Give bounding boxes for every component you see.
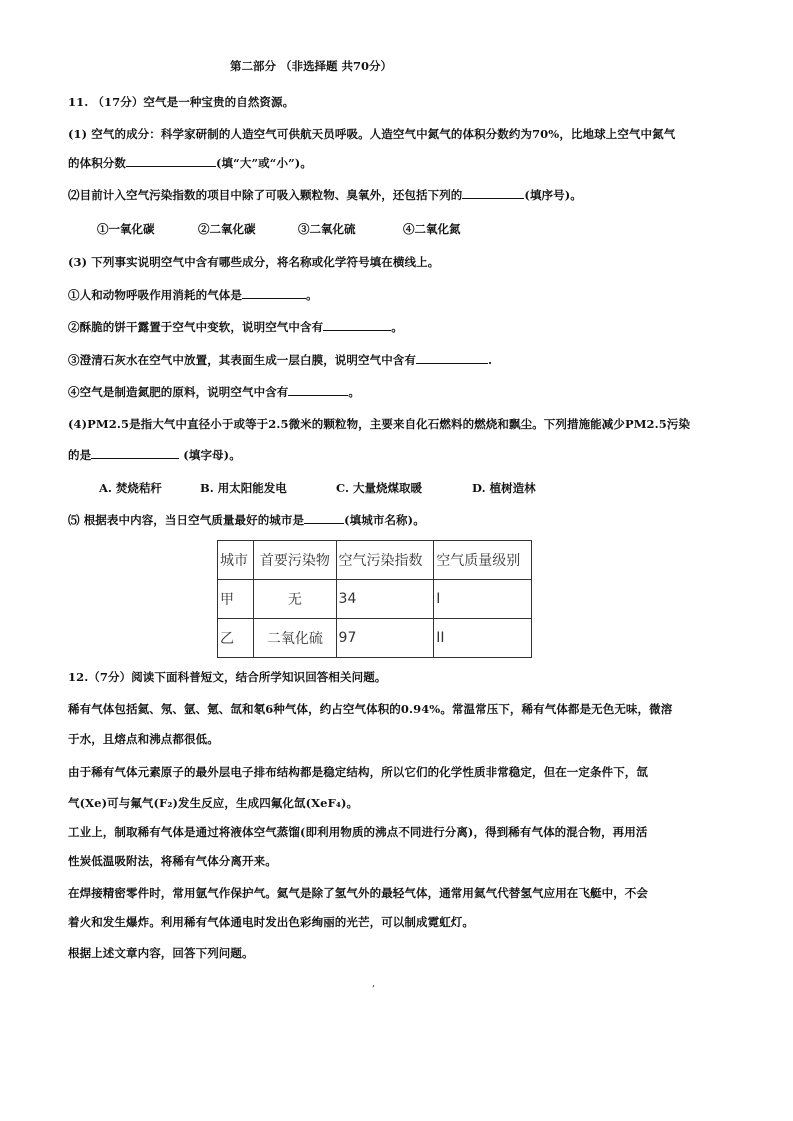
q12-para3-line2: 性炭低温吸附法，将稀有气体分离开来。: [68, 854, 277, 868]
q11-p5-text: ⑸ 根据表中内容，当日空气质量最好的城市是: [68, 513, 305, 527]
table-header-cell: 首要污染物: [254, 541, 336, 580]
table-cell: I: [434, 580, 532, 619]
q12-closing: 根据上述文章内容，回答下列问题。: [68, 946, 254, 960]
q11-p5-end: (填城市名称)。: [344, 513, 425, 527]
table-cell: 34: [336, 580, 434, 619]
table-cell: 97: [336, 619, 434, 658]
table-cell: 无: [254, 580, 336, 619]
option-no2: ④二氧化氮: [403, 222, 461, 236]
q12-para4-line1: 在焊接精密零件时，常用氩气作保护气。氦气是除了氢气外的最轻气体，通常用氦气代替氢气应用在飞艇中，不会: [68, 886, 648, 900]
q11-p1-line2: [68, 154, 743, 171]
q11-p3-d: [68, 383, 743, 400]
q12-para1-line2: 于水，且熔点和沸点都很低。: [68, 732, 219, 746]
answer-blank-6[interactable]: [288, 383, 348, 396]
q11-p3-b-end: 。: [391, 320, 403, 334]
footer-mark: ,: [372, 978, 376, 989]
q11-p4-line2-end: (填字母)。: [179, 448, 241, 462]
q11-p3-intro: (3) 下列事实说明空气中含有哪些成分，将名称或化学符号填在横线上。: [68, 255, 440, 269]
q11-p4-options: [0, 480, 793, 496]
q11-p3-b-text: ②酥脆的饼干露置于空气中变软，说明空气中含有: [68, 320, 324, 334]
q11-p1-line2-pre: 的体积分数: [68, 156, 126, 170]
air-quality-table: [217, 540, 532, 658]
q11-p2-options: [0, 221, 793, 237]
q12-para3-line1: 工业上，制取稀有气体是通过将液体空气蒸馏(即利用物质的沸点不同进行分离)，得到稀有气体的混合物，再用活: [68, 825, 648, 839]
option-co: ①一氧化碳: [97, 222, 155, 236]
table-cell: 二氧化硫: [254, 619, 336, 658]
table-row: [218, 619, 532, 658]
answer-blank-2[interactable]: [462, 186, 524, 199]
q11-p2-post: (填序号)。: [524, 188, 582, 202]
table-header-cell: 城市: [218, 541, 254, 580]
table-cell: 乙: [218, 619, 254, 658]
q11-header: 11. （17分）空气是一种宝贵的自然资源。: [68, 95, 295, 109]
option-b: B. 用太阳能发电: [200, 481, 287, 495]
q11-p4-line1: (4)PM2.5是指大气中直径小于或等于2.5微米的颗粒物，主要来自化石燃料的燃烧和飘尘。下列措施能减少PM2.5污染: [68, 417, 691, 431]
option-a: A. 焚烧秸秆: [99, 481, 162, 495]
section-title: 第二部分 （非选择题 共70分）: [230, 59, 393, 73]
q11-p3-a-text: ①人和动物呼吸作用消耗的气体是: [68, 288, 242, 302]
q11-p3-d-text: ④空气是制造氮肥的原料，说明空气中含有: [68, 385, 289, 399]
q11-p3-d-end: 。: [348, 385, 361, 399]
table-row: [218, 580, 532, 619]
answer-blank-3[interactable]: [242, 286, 306, 299]
option-co2: ②二氧化碳: [198, 222, 256, 236]
q12-para1-line1: 稀有气体包括氦、氖、氩、氪、氙和氡6种气体，约占空气体积的0.94%。常温常压下，稀有气体都是无色无味，微溶: [68, 702, 673, 716]
answer-blank-8[interactable]: [304, 511, 344, 524]
table-cell: 甲: [218, 580, 254, 619]
table-header-cell: 空气污染指数: [336, 541, 434, 580]
q12-para2-line1: 由于稀有气体元素原子的最外层电子排布结构都是稳定结构，所以它们的化学性质非常稳定，但在一定条件下，氙: [68, 765, 648, 779]
q11-p5: [68, 511, 743, 528]
q12-para4-line2: 着火和发生爆炸。利用稀有气体通电时发出色彩绚丽的光芒，可以制成霓虹灯。: [68, 915, 474, 929]
answer-blank-7[interactable]: [91, 446, 179, 459]
option-c: C. 大量烧煤取暖: [336, 481, 422, 495]
q12-para2-line2: 气(Xe)可与氟气(F₂)发生反应，生成四氟化氙(XeF₄)。: [68, 796, 359, 810]
q11-p4-line2-text: 的是: [68, 448, 92, 462]
option-d: D. 植树造林: [472, 481, 536, 495]
option-so2: ③二氧化硫: [298, 222, 356, 236]
q11-p4-line2: [68, 446, 743, 463]
answer-blank-1[interactable]: [126, 154, 216, 167]
q11-p2: [68, 186, 743, 203]
q11-p3-b: [68, 318, 743, 335]
q11-p1-line2-post: (填“大”或“小”)。: [216, 156, 312, 170]
answer-blank-5[interactable]: [416, 351, 488, 364]
q12-header: 12.（7分）阅读下面科普短文，结合所学知识回答相关问题。: [68, 670, 387, 684]
table-header-cell: 空气质量级别: [434, 541, 532, 580]
q11-p2-pre: ⑵目前计入空气污染指数的项目中除了可吸入颗粒物、臭氧外，还包括下列的: [68, 188, 463, 202]
q11-p3-c-text: ③澄清石灰水在空气中放置，其表面生成一层白膜，说明空气中含有: [68, 353, 416, 367]
answer-blank-4[interactable]: [323, 318, 391, 331]
table-header-row: [218, 541, 532, 580]
q11-p1-line1: (1) 空气的成分：科学家研制的人造空气可供航天员呼吸。人造空气中氮气的体积分数约为70%，比地球上空气中氮气: [68, 127, 676, 141]
table-cell: II: [434, 619, 532, 658]
q11-p3-a-end: 。: [306, 288, 318, 302]
q11-p3-c: [68, 351, 743, 368]
q11-p3-c-end: .: [488, 353, 493, 367]
q11-p3-a: [68, 286, 743, 303]
